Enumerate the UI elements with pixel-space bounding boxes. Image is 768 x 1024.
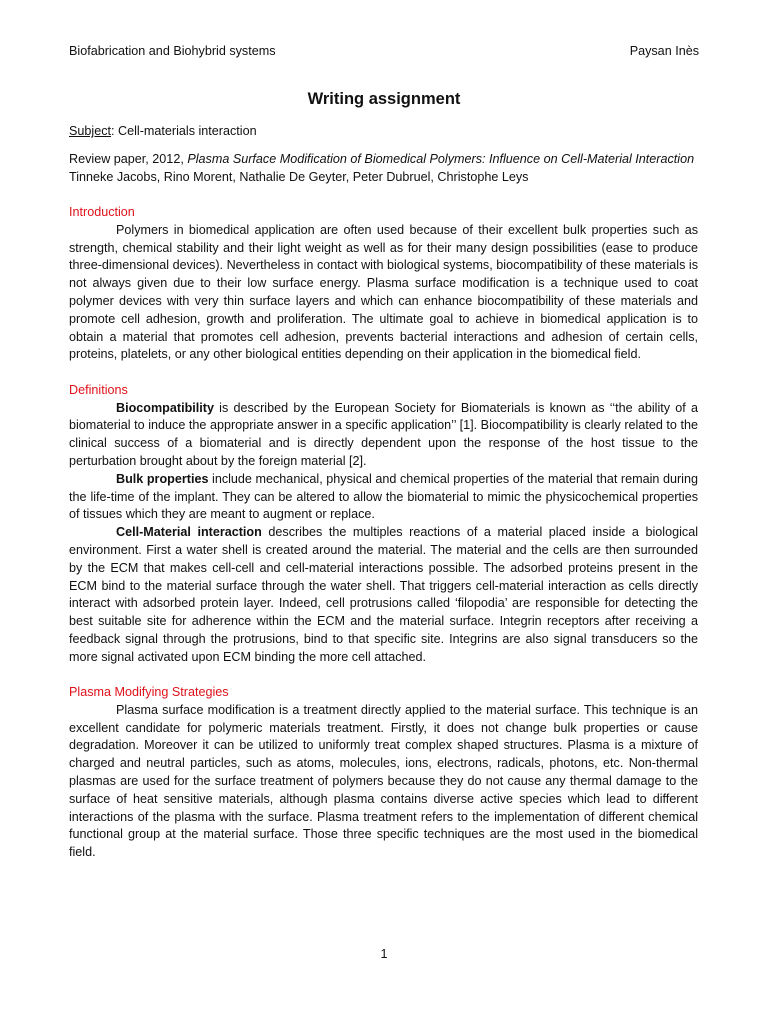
page-header <box>69 44 699 58</box>
plasma-heading: Plasma Modifying Strategies <box>69 685 229 700</box>
definition-cell-material-interaction <box>69 524 698 666</box>
subject-value: Cell-materials interaction <box>114 124 257 138</box>
review-paper-title: Plasma Surface Modification of Biomedical Polymers: Influence on Cell-Material Interaction <box>187 151 695 166</box>
definition-bulk-properties <box>69 471 698 524</box>
plasma-paragraph: Plasma surface modification is a treatment directly applied to the material surface. This technique is an excellent candidate for polymeric materials treatment. Firstly, it does not change bulk properties or cause degradation. Moreover it can be utilized to uniformly treat complex shaped structures. Plasma is a mixture of charged and neutral particles, such as atoms, molecules, ions, electrons, radicals, photons, etc. Non-thermal plasmas are used for the surface treatment of polymers because they do not cause any thermal damage to the surface of heat sensitive materials, although plasma contains diverse active species which lead to different interactions of the plasma with the surface. Plasma treatment refers to the implementation of different chemical functional group at the material surface. Those three specific techniques are the most used in the biomedical field. <box>69 702 698 860</box>
definition-term: Biocompatibility <box>116 400 214 415</box>
review-prefix: Review paper, 2012, <box>69 151 188 166</box>
subject-separator: : <box>111 124 115 138</box>
spacer <box>69 364 698 382</box>
subject-line <box>69 123 698 141</box>
document-body <box>69 123 698 862</box>
definition-text: include mechanical, physical and chemical properties of the material that remain during the life-time of the implant. They can be altered to allow the biomaterial to mimic the physicochemical properties of tissues which they are meant to augment or replace. <box>69 471 698 522</box>
review-authors: Tinneke Jacobs, Rino Morent, Nathalie De Geyter, Peter Dubruel, Christophe Leys <box>69 169 529 184</box>
definition-term: Bulk properties <box>116 471 209 486</box>
definition-term: Cell-Material interaction <box>116 525 262 540</box>
definitions-heading: Definitions <box>69 382 128 397</box>
spacer <box>69 667 698 685</box>
document-title: Writing assignment <box>307 90 461 108</box>
subject-label: Subject <box>69 124 112 138</box>
definition-text: describes the multiples reactions of a material placed inside a biological environment. First a water shell is created around the material. The material and the cells are then surrounded by the ECM that makes cell-cell and cell-material interactions possible. The adsorbed proteins present in the ECM bind to the material surface through the water shell. That triggers cell-material interaction as cells directly interact with adsorbed protein layer. Indeed, cell protrusions called ‘filopodia’ are responsible for detecting the best suitable site for adherence within the ECM and the material surface. Integrin receptors after receiving a feedback signal through the protrusions, bind to that specific site. Integrins are also signal transducers so the more signal activated upon ECM binding the more cell attached. <box>69 525 699 664</box>
review-reference <box>69 151 698 169</box>
page-number: 1 <box>380 947 388 961</box>
introduction-heading: Introduction <box>69 204 135 219</box>
introduction-paragraph: Polymers in biomedical application are often used because of their excellent bulk properties such as strength, chemical stability and their light weight as well as for their many design possibilities (ease to produce three-dimensional devices). Nevertheless in contact with biological systems, biocompatibility of these materials is not always given due to their low surface energy. Plasma surface modification is a technique used to coat polymer devices with very thin surface layers and which can enhance biocompatibility of these materials and promote cell adhesion, growth and proliferation. The ultimate goal to achieve in biomedical application is to obtain a material that promotes cell adhesion, prevents bacterial interactions and adhesion of certain cells, proteins, platelets, or any other biological entities depending on their application in the biomedical field. <box>69 222 698 362</box>
definition-text: is described by the European Society for Biomaterials is known as ‘‘the ability of a biomaterial to induce the appropriate answer in a specific application’’ [1]. Biocompatibility is clearly related to the clinical success of a biomaterial and is directly dependent upon the response of the host tissue to the perturbation brought about by the foreign material [2]. <box>69 400 698 468</box>
definition-biocompatibility <box>69 400 698 471</box>
spacer <box>69 186 698 204</box>
header-course: Biofabrication and Biohybrid systems <box>69 44 276 58</box>
header-author: Paysan Inès <box>629 44 699 58</box>
